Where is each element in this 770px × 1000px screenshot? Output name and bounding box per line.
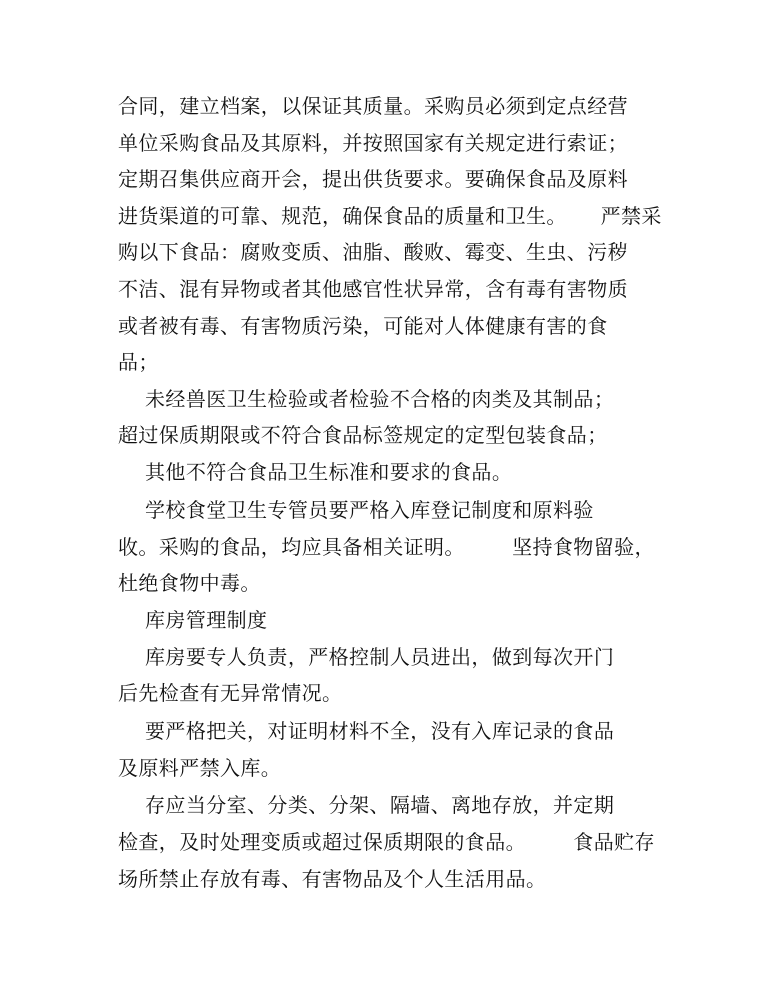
text-line: 未经兽医卫生检验或者检验不合格的肉类及其制品； — [118, 387, 615, 411]
text-line: 存应当分室、分类、分架、隔墙、离地存放，并定期 — [118, 793, 615, 817]
text-line: 库房要专人负责，严格控制人员进出，做到每次开门 — [118, 645, 615, 669]
text-line: 购以下食品：腐败变质、油脂、酸败、霉变、生虫、污秽 — [118, 240, 628, 264]
text-line: 定期召集供应商开会，提出供货要求。要确保食品及原料 — [118, 167, 628, 191]
text-line: 及原料严禁入库。 — [118, 756, 282, 780]
text-line: 学校食堂卫生专管员要严格入库登记制度和原料验 — [118, 498, 594, 522]
text-line: 要严格把关，对证明材料不全，没有入库记录的食品 — [118, 719, 615, 743]
text-line: 检查，及时处理变质或超过保质期限的食品。 食品贮存 — [118, 830, 655, 854]
text-line: 超过保质期限或不符合食品标签规定的定型包装食品； — [118, 423, 608, 447]
text-line: 品； — [118, 350, 159, 374]
text-line: 或者被有毒、有害物质污染，可能对人体健康有害的食 — [118, 314, 608, 338]
text-line: 其他不符合食品卫生标准和要求的食品。 — [118, 460, 513, 484]
text-line: 合同，建立档案，以保证其质量。采购员必须到定点经营 — [118, 94, 628, 118]
section-heading: 库房管理制度 — [118, 608, 268, 632]
text-line: 后先检查有无异常情况。 — [118, 681, 343, 705]
text-line: 杜绝食物中毒。 — [118, 571, 261, 595]
text-line: 单位采购食品及其原料，并按照国家有关规定进行索证； — [118, 131, 628, 155]
text-line: 场所禁止存放有毒、有害物品及个人生活用品。 — [118, 867, 547, 891]
text-line: 不洁、混有异物或者其他感官性状异常，含有毒有害物质 — [118, 277, 628, 301]
text-line: 收。采购的食品，均应具备相关证明。 坚持食物留验， — [118, 535, 655, 559]
text-line: 进货渠道的可靠、规范，确保食品的质量和卫生。 严禁采 — [118, 204, 662, 228]
